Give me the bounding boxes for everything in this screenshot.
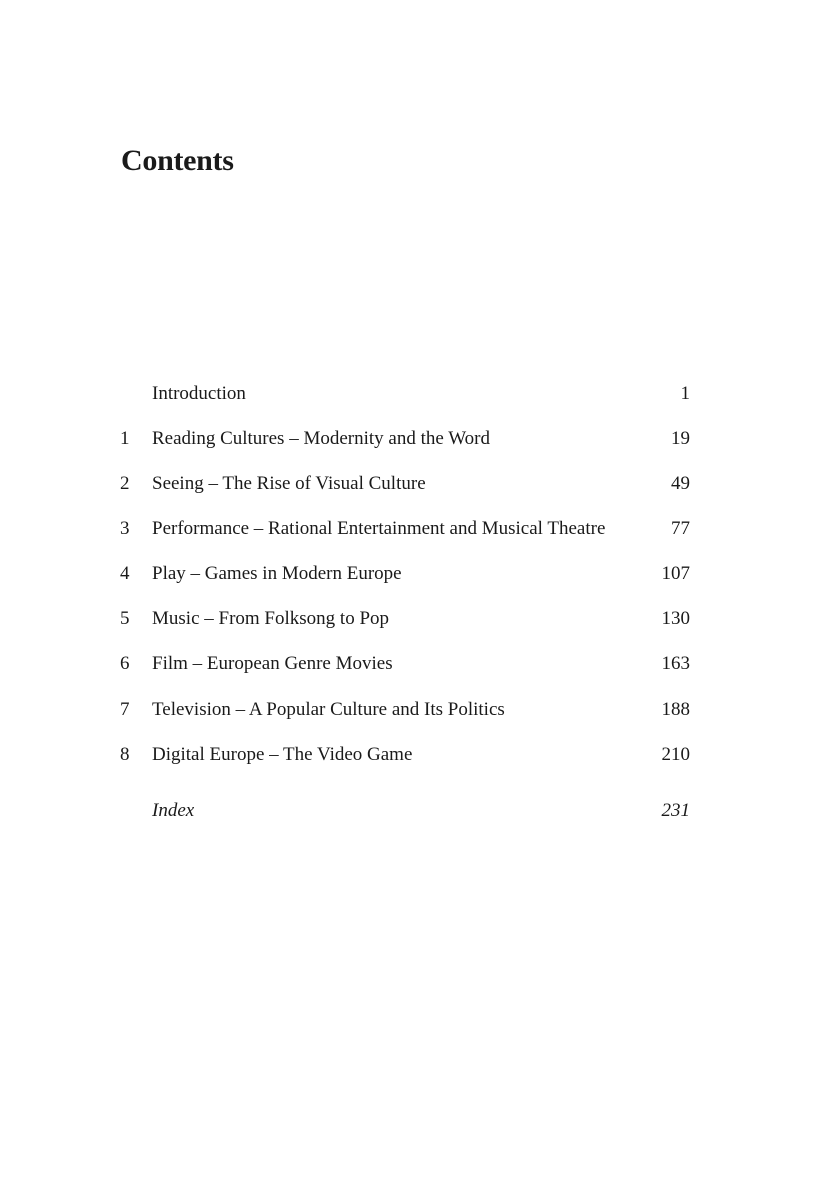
entry-title: Television – A Popular Culture and Its Politics: [152, 699, 505, 720]
chapter-number: 6: [120, 653, 130, 674]
toc-entry-chapter-7[interactable]: [118, 696, 692, 724]
page-number: 130: [661, 608, 690, 629]
page-number: 1: [680, 383, 690, 404]
entry-title: Introduction: [152, 383, 246, 404]
chapter-number: 8: [120, 744, 130, 765]
entry-title: Seeing – The Rise of Visual Culture: [152, 473, 426, 494]
chapter-number: 1: [120, 428, 130, 449]
chapter-number: 3: [120, 518, 130, 539]
entry-title: Music – From Folksong to Pop: [152, 608, 390, 629]
toc-entry-introduction[interactable]: [118, 380, 692, 408]
entry-title: Index: [152, 800, 195, 821]
page-number: 210: [661, 744, 690, 765]
entry-title: Film – European Genre Movies: [152, 653, 393, 674]
page-number: 231: [661, 800, 690, 821]
page-number: 163: [661, 653, 690, 674]
page-number: 19: [671, 428, 690, 449]
page-number: 188: [661, 699, 690, 720]
toc-entry-chapter-2[interactable]: [118, 470, 692, 498]
page-number: 107: [661, 563, 690, 584]
entry-title: Play – Games in Modern Europe: [152, 563, 402, 584]
chapter-number: 7: [120, 699, 130, 720]
page-number: 49: [671, 473, 690, 494]
page-number: 77: [671, 518, 690, 539]
chapter-number: 5: [120, 608, 130, 629]
entry-title: Performance – Rational Entertainment and Musical Theatre: [152, 518, 606, 539]
toc-entry-chapter-1[interactable]: [118, 425, 692, 453]
toc-entry-chapter-3[interactable]: [118, 515, 692, 543]
toc-entry-chapter-8[interactable]: [118, 741, 692, 769]
toc-entry-index[interactable]: [118, 797, 692, 825]
entry-title: Digital Europe – The Video Game: [152, 744, 413, 765]
chapter-number: 4: [120, 563, 130, 584]
page-title: Contents: [121, 144, 234, 177]
toc-entry-chapter-5[interactable]: [118, 605, 692, 633]
toc-entry-chapter-6[interactable]: [118, 650, 692, 678]
entry-title: Reading Cultures – Modernity and the Word: [152, 428, 490, 449]
toc-entry-chapter-4[interactable]: [118, 560, 692, 588]
chapter-number: 2: [120, 473, 130, 494]
